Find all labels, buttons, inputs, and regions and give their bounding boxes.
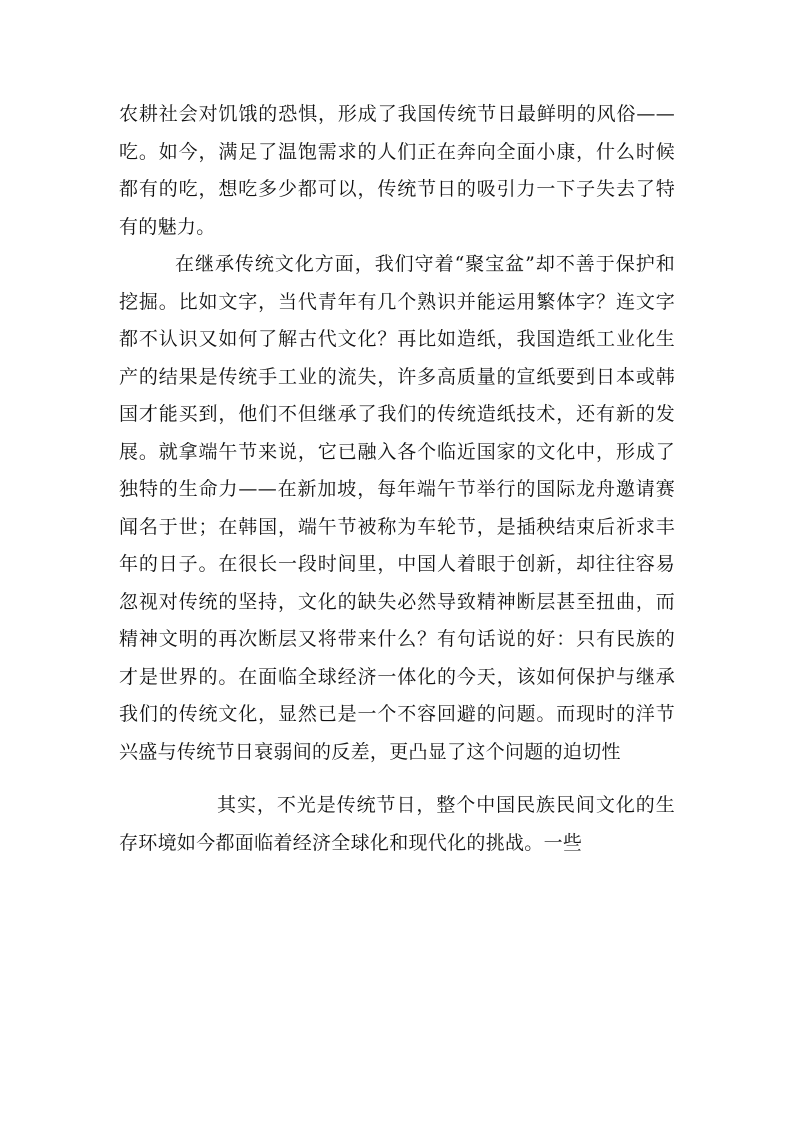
paragraph-1: 农耕社会对饥饿的恐惧，形成了我国传统节日最鲜明的风俗——吃。如今，满足了温饱需求的人们正在奔向全面小康，什么时候都有的吃，想吃多少都可以，传统节日的吸引力一下子失去了特有的魅力。 (119, 103, 675, 238)
document-body (119, 96, 675, 862)
paragraph-2: 在继承传统文化方面，我们守着“聚宝盆”却不善于保护和挖掘。比如文字，当代青年有几个熟识并能运用繁体字？连文字都不认识又如何了解古代文化？再比如造纸，我国造纸工业化生产的结果是传统手工业的流失，许多高质量的宣纸要到日本或韩国才能买到，他们不但继承了我们的传统造纸技术，还有新的发展。就拿端午节来说，它已融入各个临近国家的文化中，形成了独特的生命力——在新加坡，每年端午节举行的国际龙舟邀请赛闻名于世；在韩国，端午节被称为车轮节，是插秧结束后祈求丰年的日子。在很长一段时间里，中国人着眼于创新，却往往容易忽视对传统的坚持，文化的缺失必然导致精神断层甚至扭曲，而精神文明的再次断层又将带来什么？有句话说的好：只有民族的才是世界的。在面临全球经济一体化的今天，该如何保护与继承我们的传统文化，显然已是一个不容回避的问题。而现时的洋节兴盛与传统节日衰弱间的反差，更凸显了这个问题的迫切性 (119, 253, 675, 763)
paragraph-3: 其实，不光是传统节日，整个中国民族民间文化的生存环境如今都面临着经济全球化和现代化的挑战。一些 (119, 794, 675, 854)
